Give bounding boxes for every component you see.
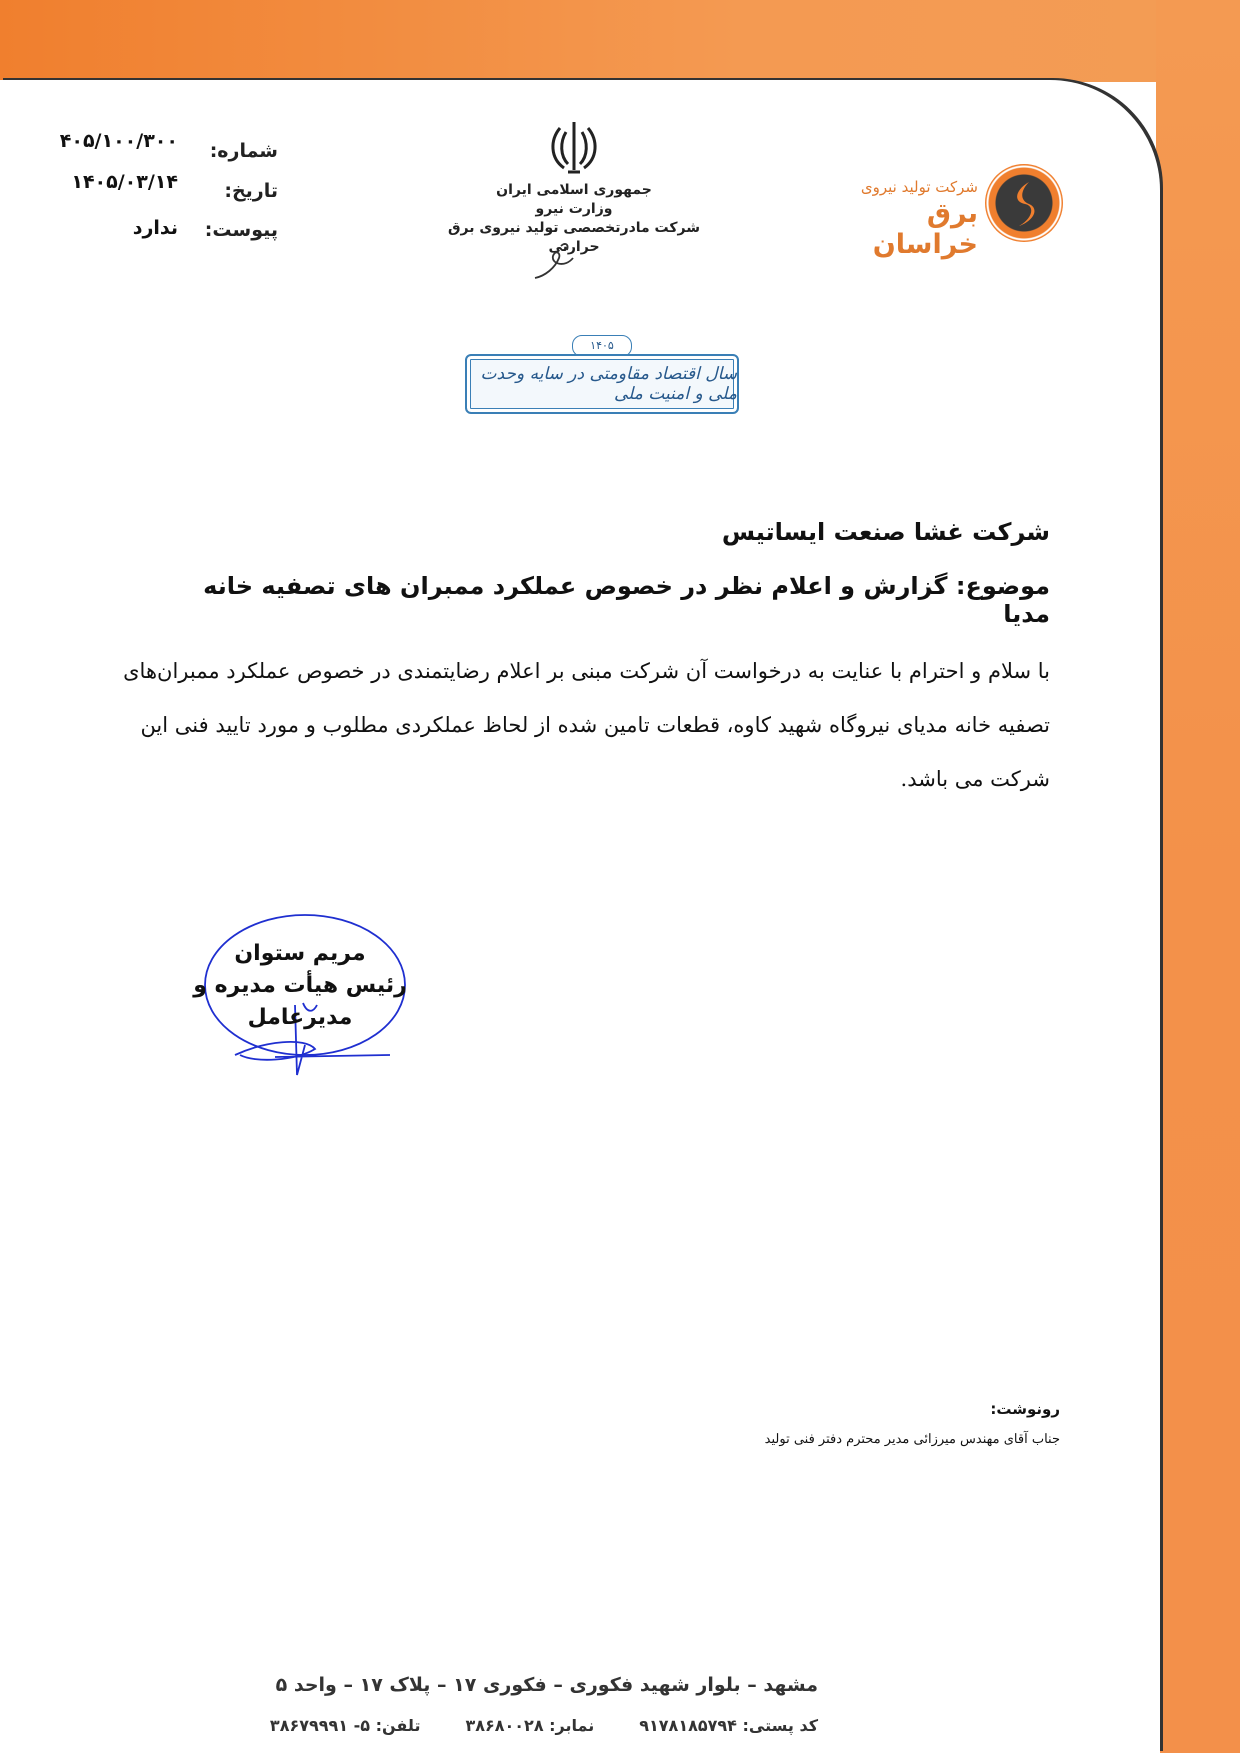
- signatory-name: مریم ستوان: [234, 941, 366, 966]
- cc-text: جناب آقای مهندس میرزائی مدیر محترم دفتر فنی تولید: [764, 1432, 1060, 1447]
- emblem-line-3: شرکت مادرتخصصی تولید نیروی برق حرارتی: [448, 220, 700, 255]
- letter-paper: [0, 80, 1160, 1753]
- cc-label: رونوشت:: [990, 1400, 1060, 1418]
- company-name-small: شرکت تولید نیروی: [860, 178, 978, 196]
- footer-address: مشهد – بلوار شهید فکوری – فکوری ۱۷ – پلاک ۱۷ – واحد ۵: [275, 1674, 818, 1696]
- number-label: شماره:: [209, 140, 278, 162]
- number-value: ۴۰۵/۱۰۰/۳۰۰: [59, 130, 178, 152]
- recipient: شرکت غشا صنعت ایساتیس: [721, 518, 1050, 546]
- footer-postal: کد پستی: ۹۱۷۸۱۸۵۷۹۴: [639, 1716, 818, 1735]
- body-line-3: شرکت می باشد.: [900, 767, 1050, 791]
- attachment-value: ندارد: [132, 217, 178, 239]
- footer-fax: نمابر: ۳۸۶۸۰۰۲۸: [465, 1716, 595, 1735]
- body-line-1: با سلام و احترام با عنایت به درخواست آن شرکت مبنی بر اعلام رضایتمندی در خصوص عملکرد ممبران‌های: [123, 659, 1050, 683]
- emblem-line-1: جمهوری اسلامی ایران: [496, 182, 652, 198]
- date-label: تاریخ:: [224, 180, 278, 202]
- date-value: ۱۴۰۵/۰۳/۱۴: [71, 171, 178, 193]
- footer-phone: تلفن: ۵- ۳۸۶۷۹۹۹۱: [269, 1716, 421, 1735]
- body-line-2: تصفیه خانه مدیای نیروگاه شهید کاوه، قطعات تامین شده از لحاظ عملکردی مطلوب و مورد تایید فنی این: [140, 713, 1050, 737]
- ministry-signature-mark: [525, 238, 585, 282]
- lightning-icon: [1005, 180, 1045, 228]
- slogan-banner: [465, 354, 739, 414]
- iran-emblem-icon: [546, 118, 602, 176]
- footer-contact-row: [118, 1716, 818, 1735]
- emblem-line-2: وزارت نیرو: [535, 201, 613, 217]
- company-name-big: برق خراسان: [872, 198, 978, 260]
- subject: موضوع: گزارش و اعلام نظر در خصوص عملکرد ممبران های تصفیه خانه مدیا: [203, 572, 1050, 628]
- signatory-title: رئیس هیأت مدیره و مدیرعامل: [193, 973, 407, 1030]
- slogan-text: سال اقتصاد مقاومتی در سایه وحدت ملی و امنیت ملی: [480, 364, 737, 404]
- orange-frame-right: [1156, 0, 1240, 1753]
- slogan-year-badge: ۱۴۰۵: [572, 335, 632, 357]
- attachment-label: پیوست:: [204, 219, 278, 241]
- orange-frame-top: [0, 0, 1240, 82]
